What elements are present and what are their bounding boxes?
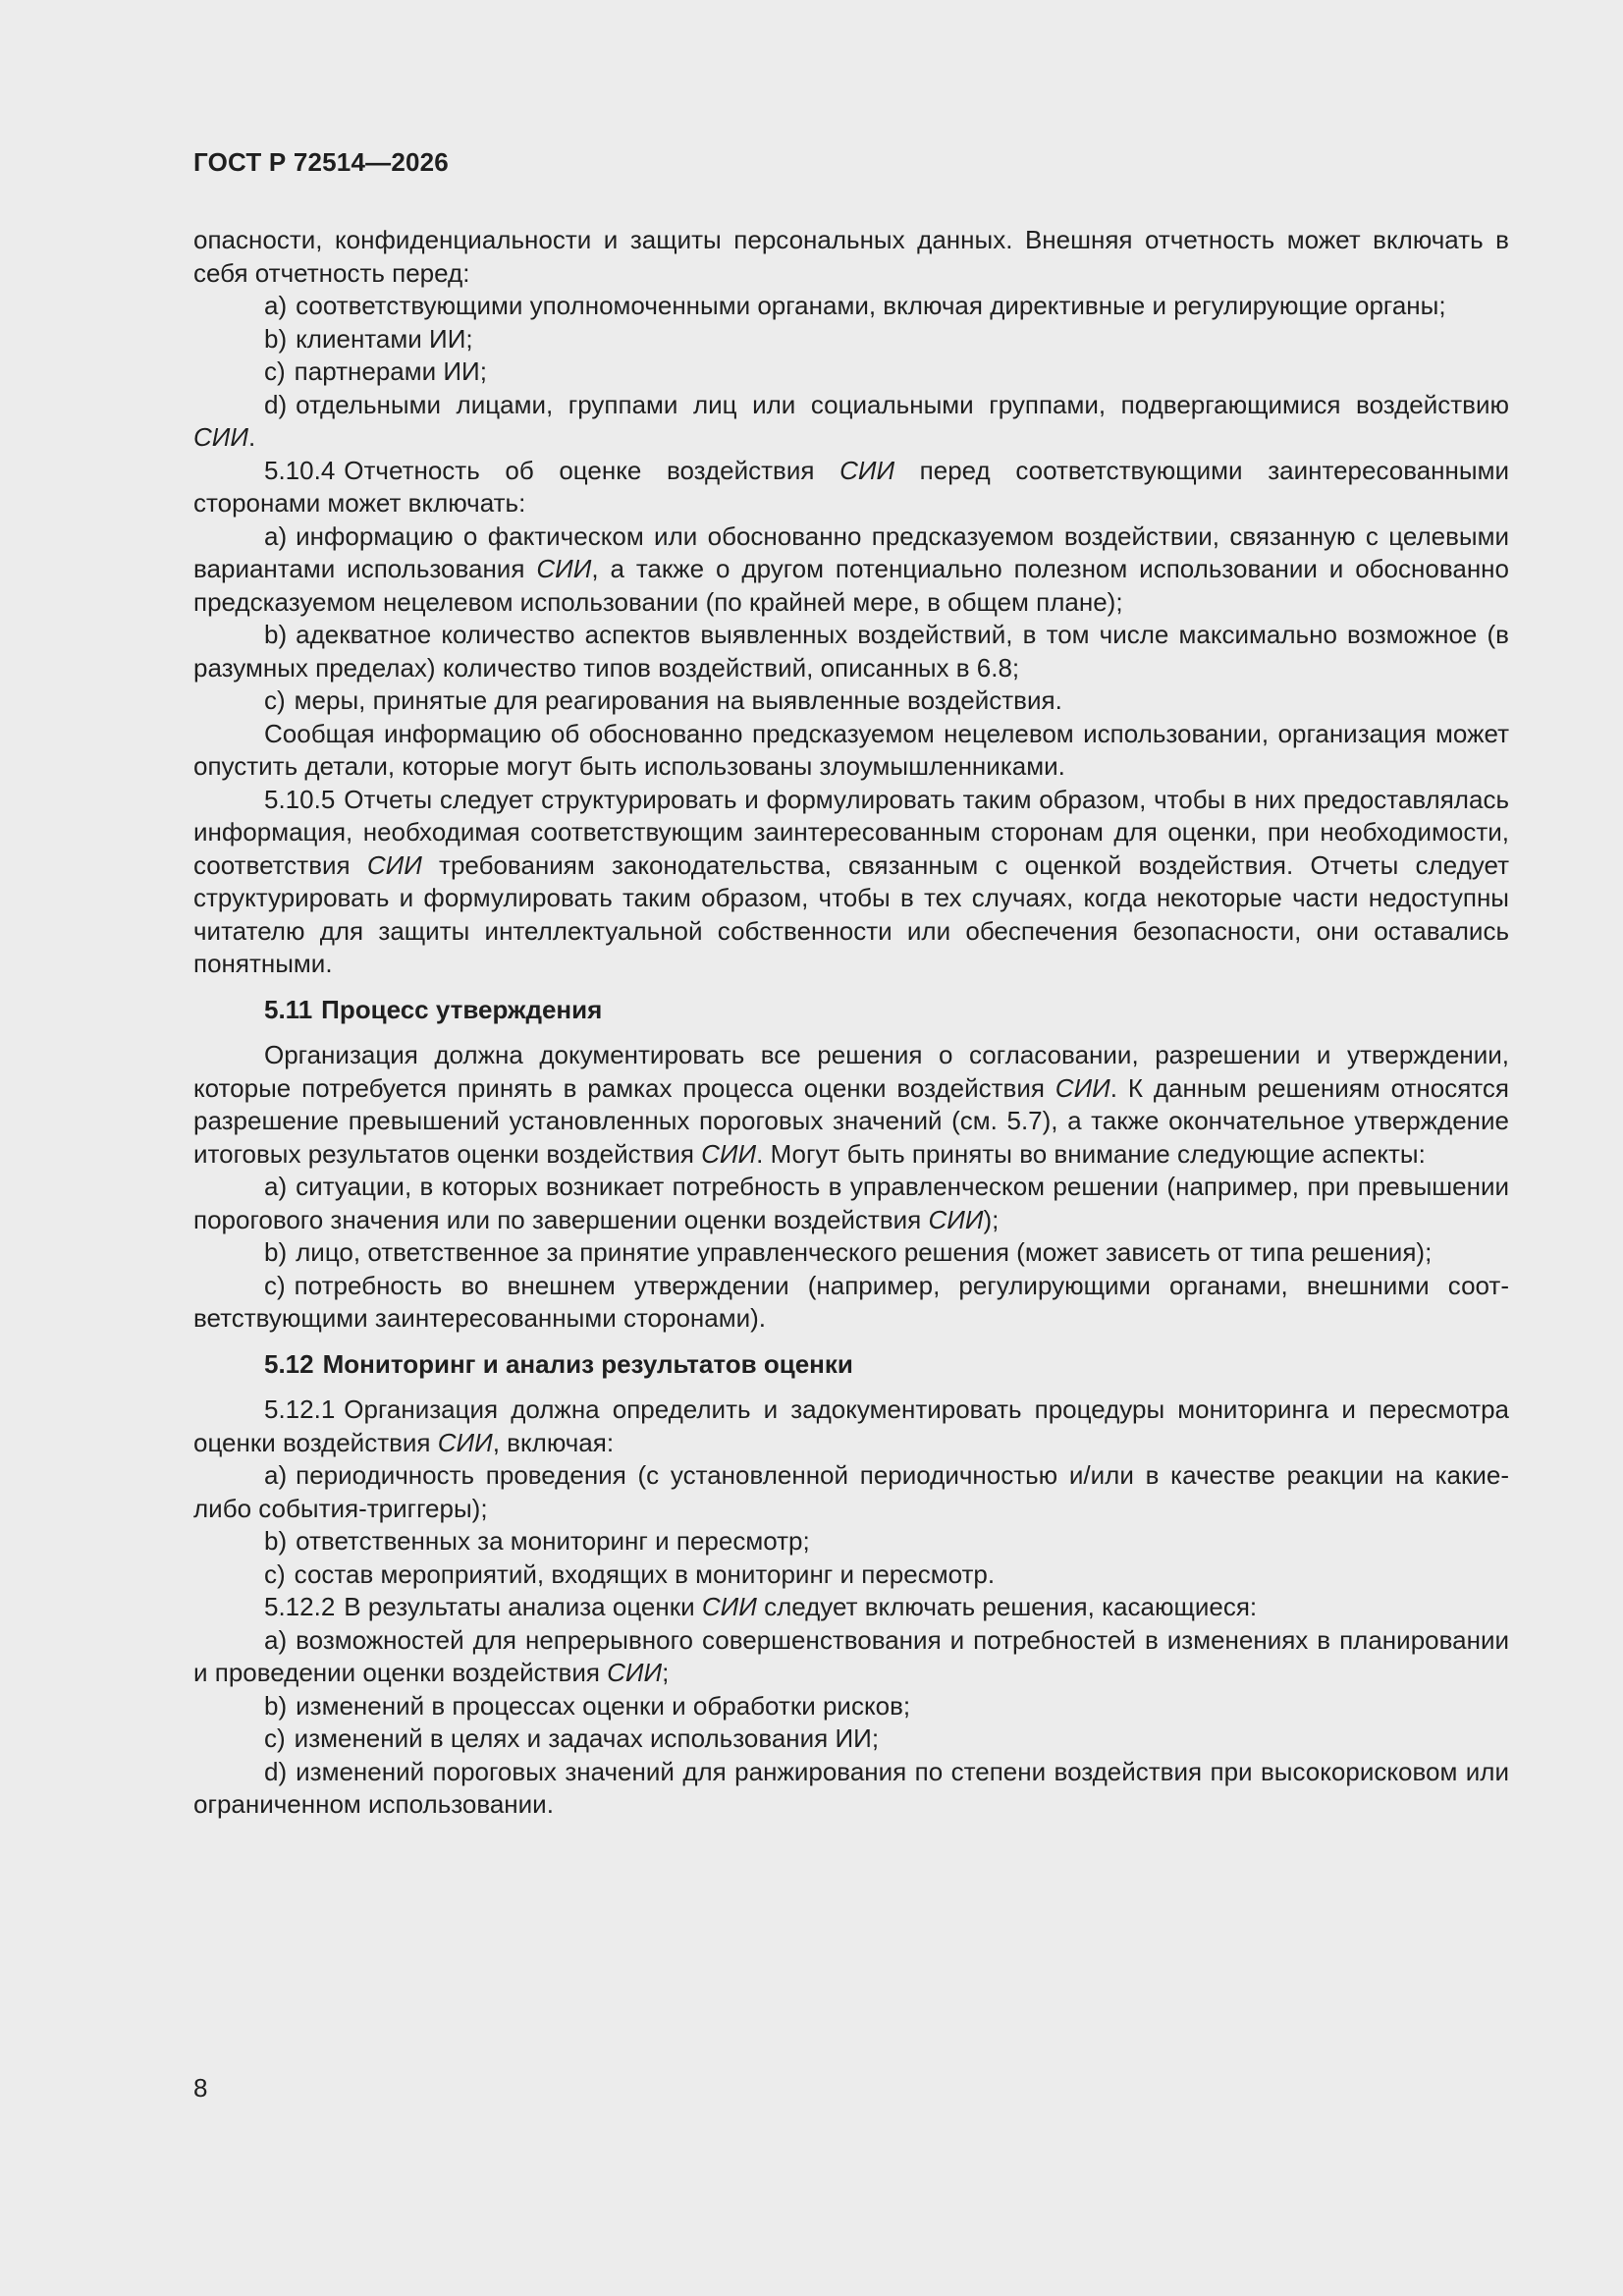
italic-term: СИИ [1055, 1072, 1110, 1103]
list-item [193, 684, 1509, 718]
text-run: возможностей для непрерывного совершенствования и потребностей в изменениях в планировании и проведении оценки воздействия [193, 1624, 1509, 1687]
text-run: . К данным решениям относятся разрешение превышений установленных пороговых значений (см. 5.7), а также окончательное утверждение итоговых результатов оценки воздействия [193, 1072, 1509, 1169]
italic-term: СИИ [928, 1204, 984, 1234]
text-run: состав мероприятий, входящих в мониторинг и пересмотр. [294, 1558, 996, 1589]
list-item [193, 1690, 1509, 1723]
italic-term: СИИ [701, 1138, 757, 1169]
list-item [193, 323, 1509, 356]
text-run: Организация должна документировать все решения о согласовании, разрешении и утверждении, которые потребуется принять в рамках процесса оценки воздействия [193, 1040, 1509, 1103]
text-run: , включая: [492, 1427, 615, 1457]
item-label: b) [264, 1690, 288, 1721]
list-item [193, 520, 1509, 620]
text-run: партнерами ИИ; [294, 356, 487, 386]
item-label: 5.10.4 [264, 455, 336, 485]
section-heading [193, 994, 1509, 1027]
item-label: 5.12.1 [264, 1394, 336, 1424]
text-run: ситуации, в которых возникает потребность в управленческом решении (например, при превышении порогового значения или по завершении оценки воздействия [193, 1172, 1509, 1234]
italic-term: СИИ [839, 455, 895, 485]
list-item [193, 619, 1509, 684]
italic-term: СИИ [366, 849, 422, 880]
text-run: изменений в целях и задачах использования ИИ; [294, 1723, 880, 1753]
text-run: лицо, ответственное за принятие управленческого решения (может зависеть от типа решения); [296, 1237, 1433, 1267]
text-run: информацию о фактическом или обоснованно предсказуемом воздействии, связанную с целевыми вариантами использования [193, 520, 1509, 583]
paragraph [193, 718, 1509, 784]
list-item [193, 784, 1509, 981]
item-label: c) [264, 1270, 286, 1300]
section-number: 5.11 [264, 994, 313, 1024]
text-run: соответствующими уполномоченными органами, включая директивные и регулирующие органы; [296, 291, 1446, 320]
text-run: потребность во внешнем утверждении (например, регулирующими органами, внешними соответствующими заинтересованными сторонами). [193, 1270, 1509, 1333]
section-number: 5.12 [264, 1348, 314, 1379]
paragraph [193, 224, 1509, 290]
item-label: c) [264, 1558, 286, 1589]
item-label: a) [264, 1624, 288, 1655]
page-number: 8 [193, 2073, 208, 2103]
item-label: d) [264, 389, 288, 419]
italic-term: СИИ [193, 422, 248, 452]
text-run: ответственных за мониторинг и пересмотр; [296, 1526, 810, 1556]
text-run: меры, принятые для реагирования на выявленные воздействия. [294, 685, 1062, 715]
list-item [193, 290, 1509, 323]
item-label: b) [264, 323, 288, 354]
list-item [193, 1624, 1509, 1690]
text-run: следует включать решения, касающиеся: [756, 1592, 1258, 1621]
item-label: a) [264, 520, 288, 551]
list-item [193, 1558, 1509, 1592]
list-item [193, 1236, 1509, 1270]
italic-term: СИИ [607, 1658, 663, 1687]
section-heading [193, 1348, 1509, 1382]
text-run: Отчетность об оценке воздействия [344, 455, 840, 485]
text-run: опасности, конфиденциальности и защиты персональных данных. Внешняя отчетность может включать в себя отчетность перед: [193, 225, 1509, 288]
list-item [193, 1722, 1509, 1756]
text-run: . Могут быть приняты во внимание следующие аспекты: [756, 1138, 1426, 1169]
list-item [193, 1171, 1509, 1236]
item-label: b) [264, 620, 288, 649]
document-body [193, 224, 1509, 1822]
text-run: Отчеты следует структурировать и формулировать таким образом, чтобы в них предоставлялась информация, необходимая соответствующим заинтересованным сторонам для оценки, при необходимости, соответствия [193, 784, 1509, 880]
text-run: клиентами ИИ; [296, 323, 473, 354]
text-run: перед соответствующими заинтересованными сторонами может включать: [193, 455, 1509, 518]
text-run: изменений пороговых значений для ранжирования по степени воздействия при высокорисковом или ограниченном использовании. [193, 1756, 1509, 1819]
item-label: a) [264, 1460, 288, 1490]
text-run: периодичность проведения (с установленной периодичностью и/или в качестве реакции на какие-либо события-триггеры); [193, 1460, 1509, 1523]
list-item [193, 389, 1509, 455]
list-item [193, 1756, 1509, 1822]
text-run: , а также о другом потенциально полезном использовании и обоснованно предсказуемом нецелевом использовании (по крайней мере, в общем плане); [193, 554, 1509, 617]
section-title: Мониторинг и анализ результатов оценки [322, 1348, 853, 1379]
item-label: c) [264, 1723, 286, 1753]
text-run: ; [662, 1658, 670, 1687]
text-run: адекватное количество аспектов выявленных воздействий, в том числе максимально возможное (в разумных пределах) количество типов воздействий, описанных в 6.8; [193, 620, 1509, 683]
item-label: c) [264, 356, 286, 386]
text-run: требованиям законодательства, связанным с оценкой воздействия. Отчеты следует структурировать и формулировать таким образом, чтобы в тех случаях, когда некоторые части недоступны читателю для защиты интеллектуальной собственности или обеспечения безопасности, они оставались понятными. [193, 849, 1509, 978]
italic-term: СИИ [536, 554, 592, 583]
item-label: a) [264, 1172, 288, 1201]
italic-term: СИИ [437, 1427, 493, 1457]
item-label: b) [264, 1526, 288, 1556]
text-run: Сообщая информацию об обоснованно предсказуемом нецелевом использовании, организация может опустить детали, которые могут быть использованы злоумышленниками. [193, 718, 1509, 781]
item-label: 5.10.5 [264, 784, 336, 814]
paragraph [193, 1039, 1509, 1171]
item-label: 5.12.2 [264, 1592, 336, 1621]
list-item [193, 1394, 1509, 1459]
document-header: ГОСТ Р 72514—2026 [193, 147, 449, 177]
item-label: d) [264, 1756, 288, 1786]
list-item [193, 1525, 1509, 1558]
text-run: . [247, 422, 256, 452]
item-label: b) [264, 1237, 288, 1267]
text-run: Организация должна определить и задокументировать процедуры мониторинга и пересмотра оценки воздействия [193, 1394, 1509, 1457]
list-item [193, 1270, 1509, 1336]
list-item [193, 455, 1509, 520]
text-run: изменений в процессах оценки и обработки рисков; [296, 1690, 911, 1721]
italic-term: СИИ [701, 1592, 757, 1621]
list-item [193, 1591, 1509, 1624]
text-run: ); [983, 1204, 1000, 1234]
section-title: Процесс утверждения [321, 994, 603, 1024]
list-item [193, 1459, 1509, 1525]
item-label: a) [264, 291, 288, 320]
item-label: c) [264, 685, 286, 715]
text-run: отдельными лицами, группами лиц или социальными группами, подвергающимися воздействию [296, 389, 1509, 419]
list-item [193, 355, 1509, 389]
text-run: В результаты анализа оценки [344, 1592, 702, 1621]
